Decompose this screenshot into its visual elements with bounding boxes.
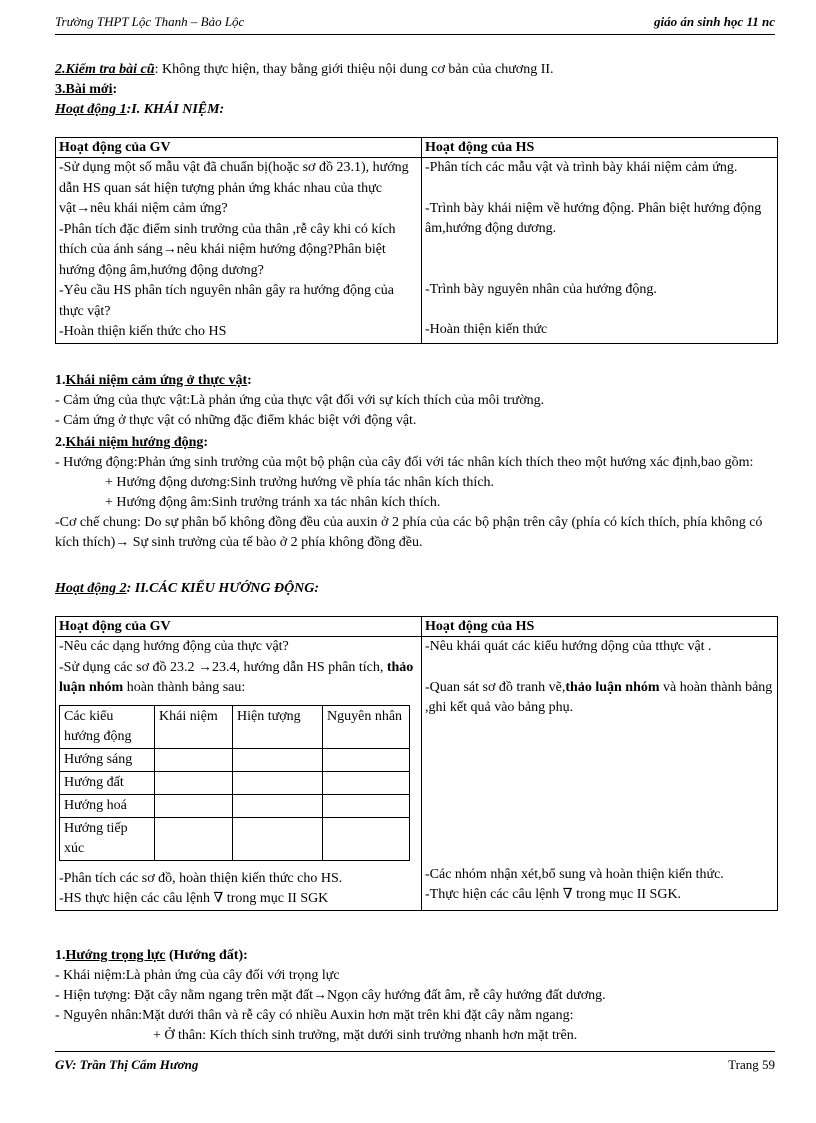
activity-2-table — [55, 616, 778, 911]
section-3-gravitropism: 1.Hướng trọng lực (Hướng đất): - Khái niệm:Là phản ứng của cây đối với trọng lực - Hiện tượng: Đặt cây nằm ngang trên mặt đất→Ngọn cây hướng đất âm, rễ cây hướng đất dương. - Nguyên nhân:Mặt dưới thân và rễ cây có nhiều Auxin hơn mặt trên khi đặt cây nằm ngang: + Ở thân: Kích thích sinh trưởng, mặt dưới sinh trưởng nhanh hơn mặt trên. — [55, 948, 606, 1043]
page-header — [55, 12, 775, 35]
table2-hs-cell: -Nêu khái quát các kiểu hướng dộng của tthực vật . -Quan sát sơ đồ tranh vẽ,thảo luận nhóm và hoàn thành bảng ,ghi kết quả vào bảng phụ. -Các nhóm nhận xét,bổ sung và hoàn thiện kiến thức. -Thực hiện các câu lệnh ∇ trong mục II SGK. — [422, 637, 778, 911]
table1-hs-cell: -Phân tích các mẫu vật và trình bày khái niệm cảm ứng. -Trình bày khái niệm về hướng động. Phân biệt hướng động âm,hướng động dương. -Trình bày nguyên nhân của hướng động. -Hoàn thiện kiến thức — [422, 158, 778, 344]
table2-gv-cell: -Nêu các dạng hướng động của thực vật? -Sử dụng các sơ đồ 23.2 →23.4, hướng dẫn HS phân tích, thảo luận nhóm hoàn thành bảng sau: Các kiểu hướng động Khái niệm Hiện tượng Nguyên nhân Hướng sáng Hướng đất Hướng hoá Hướng tiếp xúc -Phân tích các sơ đồ, hoàn thiện kiến thức cho HS. -HS thực hiện các câu lệnh ∇ trong mục II SGK — [56, 637, 422, 911]
inner-head-type: Các kiểu hướng động — [60, 705, 155, 748]
section-new-lesson: 3.Bài mới: — [55, 82, 118, 97]
section-1-title: Khái niệm cảm ứng ở thực vật — [65, 373, 248, 388]
inner-row-label: Hướng tiếp xúc — [60, 817, 155, 860]
section-1-sensitivity: 1.Khái niệm cảm ứng ở thực vật: - Cảm ứng của thực vật:Là phản ứng của thực vật đối với sự kích thích của môi trường. - Cảm ứng ở thực vật có những đặc điểm khác biệt với động vật. — [55, 373, 545, 428]
inner-row-label: Hướng sáng — [60, 748, 155, 771]
new-lesson-label: 3.Bài mới — [55, 82, 113, 97]
inner-row-label: Hướng đất — [60, 771, 155, 794]
tropism-types-table — [59, 705, 410, 861]
inner-head-concept: Khái niệm — [155, 705, 233, 748]
activity-1-table — [55, 137, 778, 344]
activity-1-label: Hoạt động 1 — [55, 102, 127, 117]
activity-2-heading — [55, 579, 777, 599]
teacher-name: GV: Trần Thị Cẩm Hương — [55, 1057, 199, 1072]
inner-head-cause: Nguyên nhân — [323, 705, 410, 748]
inner-row-label: Hướng hoá — [60, 794, 155, 817]
table2-head-gv: Hoạt động của GV — [56, 617, 422, 637]
table2-head-hs: Hoạt động của HS — [422, 617, 778, 637]
inner-head-phenomenon: Hiện tượng — [233, 705, 323, 748]
section-3-title: Hướng trọng lực — [65, 948, 166, 963]
activity-1-title: :I. KHÁI NIỆM: — [126, 102, 225, 117]
review-text: : Không thực hiện, thay bằng giới thiệu nội dung cơ bản của chương II. — [154, 62, 554, 77]
table1-head-hs: Hoạt động của HS — [422, 138, 778, 158]
table1-gv-cell: -Sử dụng một số mẫu vật đã chuẩn bị(hoặc sơ đồ 23.1), hướng dẫn HS quan sát hiện tượng phản ứng khác nhau của thực vật→nêu khái niệm cảm ứng? -Phân tích đặc điểm sinh trưởng của thân ,rễ cây khi có kích thích của ánh sáng→nêu khái niệm hướng động?Phân biệt hướng động âm,hướng động dương? -Yêu cầu HS phân tích nguyên nhân gây ra hướng động của thực vật? -Hoàn thiện kiến thức cho HS — [56, 158, 422, 344]
page-number: Trang 59 — [728, 1057, 775, 1072]
document-subject: giáo án sinh học 11 nc — [653, 14, 775, 29]
activity-2-title: : II.CÁC KIỂU HƯỚNG ĐỘNG: — [126, 581, 320, 596]
section-2-tropism: 2.Khái niệm hướng động: - Hướng động:Phản ứng sinh trưởng của một bộ phận của cây đối với tác nhân kích thích theo một hướng xác định,bao gồm: + Hướng động dương:Sinh trưởng hướng về phía tác nhân kích thích. + Hướng động âm:Sinh trưởng tránh xa tác nhân kích thích. -Cơ chế chung: Do sự phân bố không đồng đều của auxin ở 2 phía của các bộ phận trên cây (phía có kích thích, phía không có kích thích)→ Sự sinh trưởng của tế bào ở 2 phía không đồng đều. — [55, 435, 763, 550]
page-footer — [55, 1051, 775, 1074]
section-review — [55, 60, 777, 80]
review-label: 2.Kiểm tra bài cũ — [55, 62, 155, 77]
table1-head-gv: Hoạt động của GV — [56, 138, 422, 158]
section-2-title: Khái niệm hướng động — [65, 435, 204, 450]
school-name: Trường THPT Lộc Thanh – Bảo Lộc — [55, 14, 245, 29]
activity-2-label: Hoạt động 2 — [55, 581, 127, 596]
activity-1-heading — [55, 100, 777, 120]
